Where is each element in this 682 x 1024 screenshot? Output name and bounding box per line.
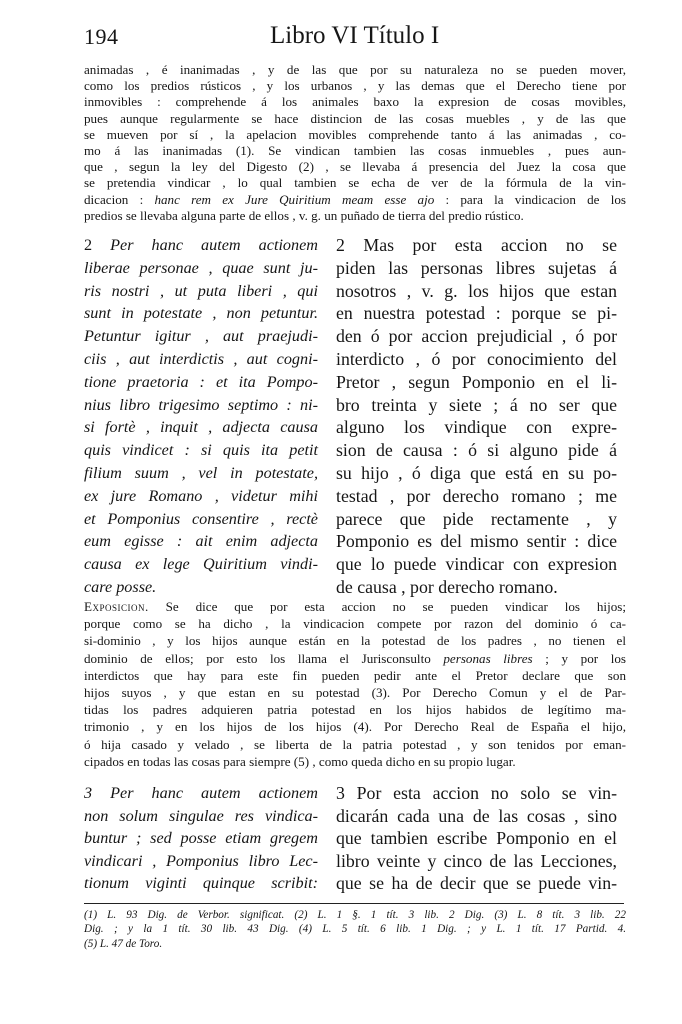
text-line: vindicari , Pomponius libro Lec- [84,851,318,870]
text-line: quis vindicet : si quis ita petit [84,441,318,460]
text-line: buntur ; sed posse etiam gregem [84,829,318,848]
text-line: interdictos que hay para este fin pueden pedir ante el Pretor declare que son [84,667,626,683]
text-line: dicarán cada una de las cosas , sino [336,805,617,826]
text-line: si fortè , inquit , adjecta causa [84,418,318,437]
text-run: Per hanc autem actionem [92,236,318,254]
text-line: parece que pide rectamente , y [336,508,617,529]
text-line: testad , por derecho romano ; me [336,485,617,506]
text-line: interdicto , ó por conocimiento del [336,348,617,369]
text-line: ó hija casado y velado , se liberta de la patria potestad , y son tenidos por eman- [84,736,626,752]
text-line: ris nostri , ut puta liberi , qui [84,281,318,300]
text-line: tione praetoria : et ita Pompo- [84,372,318,391]
section-number: 3 [84,784,93,802]
text-run: dominio de ellos; por esto los llama el Jurisconsulto [84,650,444,666]
latin-column-section-3 [84,782,318,895]
text-line: bro treinta y siete ; á no ser que [336,394,617,415]
text-line: cipados en todas las cosas para siempre (5) , como queda dicho en su propio lugar. [84,753,516,769]
text-line: se pretendia vindicar , lo qual tambien se echa de ver de la fórmula de la vin- [84,175,626,191]
text-line: mo á las inanimadas (1). Se vindican tambien las cosas inmuebles , pues aun- [84,143,626,159]
footnote-line: Dig. ; y la 1 tít. 30 lib. 43 Dig. (4) L. 5 tít. 6 lib. 1 Dig. ; y L. 1 tít. 17 Partid. 4. [84,923,626,936]
text-run: dicacion : [84,191,155,207]
text-line: sion de causa : ó si alguno pide á [336,440,617,461]
text-line: Pomponio es del mismo sentir : dice [336,531,617,552]
text-line [84,782,318,805]
text-line: ex jure Romano , videtur mihi [84,486,318,505]
footnote-divider [84,903,624,904]
text-line: Pretor , segun Pomponio en el li- [336,371,617,392]
text-line [336,782,617,805]
section-number: 3 [336,783,345,803]
text-line: como los predios rústicos , y los urbanos , y las demas que el Derecho tiene por [84,78,626,94]
text-line: animadas , é inanimadas , y de las que por su naturaleza no se pueden mover, [84,62,626,77]
text-line: den ó por accion prejudicial , ó por [336,326,617,347]
text-line: predios se llevaba alguna parte de ellos , v. g. un puñado de tierra del predio rústico. [84,207,524,223]
exposicion-paragraph [84,598,626,770]
text-line: si-dominio , y los hijos aunque están en la potestad de los padres , no tienen el [84,633,626,649]
text-line: inmovibles : comprehende á los animales baxo la expresion de cosas movibles, [84,94,626,110]
footnote-line: (1) L. 93 Dig. de Verbor. significat. (2) L. 1 §. 1 tít. 3 lib. 2 Dig. (3) L. 8 tít. 3 lib. 22 [84,909,626,921]
footnote-line: (5) L. 47 de Toro. [84,937,163,950]
text-line: de causa , por derecho romano. [336,576,558,597]
text-line: nosotros , v. g. los hijos que estan [336,280,617,301]
intro-paragraph [84,62,626,224]
text-line: que se ha de decir que se puede vin- [336,873,617,894]
text-line: pues aunque regularmente se hace distincion de las cosas muebles , y de las que [84,110,626,126]
text-line: trimonio , y en los hijos de los hijos (4). Por Derecho Real de España el hijo, [84,719,626,735]
latin-column-section-2 [84,234,318,599]
text-line: et Pomponius consentire , rectè [84,509,318,528]
text-line: su hijo , ó diga que está en su po- [336,462,617,483]
text-line [84,192,626,208]
text-line: ciis , aut interdictis , aut cogni- [84,349,318,368]
section-number: 2 [336,235,345,255]
spanish-column-section-2 [336,234,617,599]
spanish-column-section-3 [336,782,617,895]
text-run: Per hanc autem actionem [92,784,318,802]
footnotes [84,908,626,951]
text-run: ; y por los [532,650,626,666]
text-line: nius libro trigesimo septimo : ni- [84,395,318,414]
page-header [84,18,624,58]
exposicion-label: Exposicion. [84,599,149,614]
text-line: que , segun la ley del Digesto (2) , se llevaba á presencia del Juez la cosa que [84,159,626,175]
text-line: eum egisse : ait enim adjecta [84,532,318,551]
text-line: tionum viginti quinque scribit: [84,874,318,893]
text-line: porque como se ha dicho , la vindicacion compete por razon del dominio ó ca- [84,616,626,632]
text-line: non solum singulae res vindica- [84,806,318,825]
text-line: Petuntur igitur , aut praejudi- [84,327,318,346]
text-line: care posse. [84,577,157,596]
text-line: filium suum , vel in potestate, [84,463,318,482]
text-run: Mas por esta accion no se [344,235,617,255]
text-line: hijos suyos , y que estan en su potestad (3). Por Derecho Comun y el de Par- [84,685,626,701]
text-line: que lo puede vindicar con expresion [336,554,617,575]
text-line: tidas los padres adquieren patria potestad en los hijos habidos de legítimo ma- [84,702,626,718]
text-line [336,234,617,257]
page-number: 194 [84,24,119,49]
latin-formula: hanc rem ex Jure Quiritium meam esse ajo [154,191,435,207]
text-line: liberae personae , quae sunt ju- [84,258,318,277]
section-number: 2 [84,236,93,254]
text-line: causa ex lege Quiritium vindi- [84,555,318,574]
text-line: piden las personas libres sujetas á [336,257,617,278]
text-line: alguno los vindique con expre- [336,417,617,438]
text-run: : para la vindicacion de los [434,191,626,207]
text-run: Por esta accion no solo se vin- [344,783,617,803]
italic-term: personas libres [443,650,533,666]
text-line: sunt in potestate , non petuntur. [84,304,318,323]
text-line: en nuestra potestad : porque se pi- [336,303,617,324]
text-line: libro veinte y cinco de las Lecciones, [336,850,617,871]
text-line [84,234,318,257]
text-run: Se dice que por esta accion no se pueden vindicar los hijos; [148,599,626,614]
running-title: Libro VI Título I [270,22,440,49]
text-line [84,598,626,615]
text-line: que tambien escribe Pomponio en el [336,828,617,849]
text-line [84,650,626,667]
text-line: se mueven por sí , la apelacion movibles comprehende tanto á las animadas , co- [84,126,626,142]
